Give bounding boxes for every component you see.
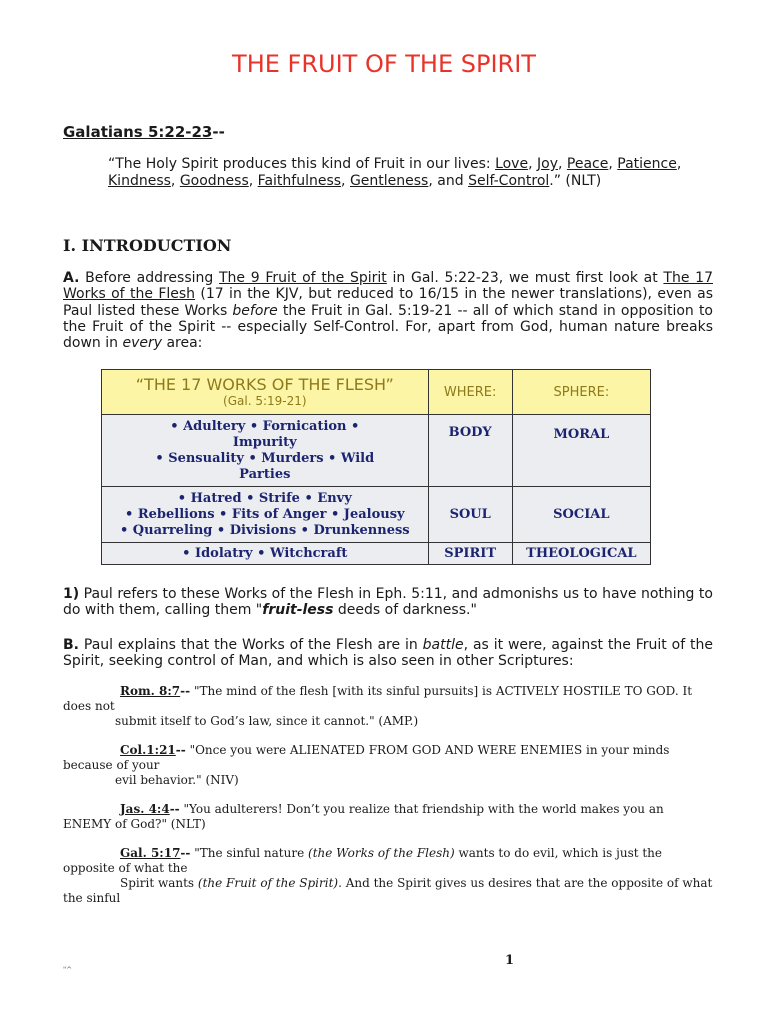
emphasis: fruit-less bbox=[262, 602, 334, 619]
scripture-ref: Gal. 5:17 bbox=[120, 846, 181, 860]
emphasis: every bbox=[122, 335, 163, 352]
scripture-ref: Rom. 8:7 bbox=[120, 684, 181, 698]
paragraph-a-label: A. bbox=[63, 270, 80, 286]
fruit-gentleness: Gentleness bbox=[349, 173, 429, 189]
text-span: in Gal. 5:22-23, we must first look at bbox=[386, 270, 664, 286]
scripture-quote: Col.1:21-- "Once you were ALIENATED FROM GOD AND WERE ENEMIES in your minds because of your evil behavior." (NIV) bbox=[63, 743, 670, 787]
table-title: “THE 17 WORKS OF THE FLESH” bbox=[135, 375, 394, 394]
text-span: (17 in the KJV, but reduced to 16/15 in the newer translations), even as Paul listed these Works bbox=[63, 286, 713, 319]
scripture-text: . And the Spirit gives us desires that are the opposite of what the sinful bbox=[63, 876, 713, 905]
table-row bbox=[102, 487, 651, 543]
scripture-text: "Once you were ALIENATED FROM GOD AND WERE ENEMIES in your minds because of your bbox=[63, 743, 670, 772]
sphere-cell: SOCIAL bbox=[512, 487, 650, 543]
text-span: area: bbox=[162, 335, 203, 352]
scripture-text: Spirit wants bbox=[120, 876, 198, 890]
scripture-text: wants to do evil, which is just the opposite of what the bbox=[63, 846, 663, 875]
fruit-kindness: Kindness bbox=[108, 173, 171, 189]
table-row bbox=[102, 415, 651, 487]
text-span: Paul refers to these Works of the Flesh in Eph. 5:11, and admonishs us to have nothing to do with them, calling them " bbox=[63, 586, 713, 619]
paragraph-b bbox=[63, 637, 713, 670]
scripture-ref: Col.1:21 bbox=[120, 743, 176, 757]
galatians-quote: “The Holy Spirit produces this kind of Fruit in our lives: Love, Joy, Peace, Patience, Kindness, Goodness, Faithfulness, Gentleness, and Self-Control.” (NLT) bbox=[108, 156, 682, 189]
fruit-goodness: Goodness bbox=[179, 173, 249, 189]
page-title: THE FRUIT OF THE SPIRIT bbox=[232, 50, 536, 78]
emphasis: (the Fruit of the Spirit) bbox=[197, 876, 339, 890]
paragraph-b-label: B. bbox=[63, 637, 79, 653]
scripture-heading bbox=[63, 123, 225, 141]
scripture-text: "You adulterers! Don’t you realize that friendship with the world makes you an ENEMY of God?" (NLT) bbox=[63, 802, 664, 831]
sphere-cell: MORAL bbox=[512, 415, 650, 487]
works-of-flesh-ref: The 17 Works of the Flesh bbox=[63, 270, 713, 303]
table-header-row bbox=[102, 370, 651, 415]
scripture-quote: Rom. 8:7-- "The mind of the flesh [with its sinful pursuits] is ACTIVELY HOSTILE TO GOD. It does not submit itself to God’s law, since it cannot." (AMP.) bbox=[63, 684, 693, 728]
point-1-label: 1) bbox=[63, 586, 80, 602]
fruit-self-control: Self-Control bbox=[468, 173, 550, 189]
footer-mark: "^ bbox=[63, 966, 73, 974]
quote-open: “The Holy Spirit produces this kind of Fruit in our lives: bbox=[108, 156, 496, 172]
scripture-quote: Jas. 4:4-- "You adulterers! Don’t you realize that friendship with the world makes you an ENEMY of God?" (NLT) bbox=[63, 802, 664, 831]
works-line: • Sensuality • Murders • Wild Parties bbox=[155, 450, 375, 482]
quote-close: .” (NLT) bbox=[549, 173, 602, 189]
fruit-patience: Patience bbox=[617, 156, 677, 172]
point-1 bbox=[63, 586, 713, 619]
emphasis: (the Works of the Flesh) bbox=[308, 846, 455, 860]
scripture-text: "The mind of the flesh [with its sinful pursuits] is ACTIVELY HOSTILE TO GOD. It does not bbox=[63, 684, 693, 713]
column-header-sphere: SPHERE: bbox=[512, 370, 650, 415]
table-subtitle: (Gal. 5:19-21) bbox=[223, 394, 307, 408]
section-heading-introduction: I. INTRODUCTION bbox=[63, 236, 232, 255]
scripture-heading-ref: Galatians 5:22-23 bbox=[63, 123, 213, 141]
column-header-where: WHERE: bbox=[428, 370, 512, 415]
page-number: 1 bbox=[505, 953, 515, 968]
works-cell-soul bbox=[102, 487, 429, 543]
scripture-heading-dashes: -- bbox=[212, 123, 225, 141]
works-cell-spirit bbox=[102, 543, 429, 565]
scripture-ref: Jas. 4:4 bbox=[120, 802, 170, 816]
fruit-love: Love bbox=[495, 156, 529, 172]
emphasis: battle bbox=[422, 637, 464, 653]
works-of-flesh-table bbox=[101, 369, 651, 565]
text-span: deeds of darkness." bbox=[333, 602, 477, 619]
works-line: • Quarreling • Divisions • Drunkenness bbox=[119, 522, 410, 538]
fruit-joy: Joy bbox=[537, 156, 558, 172]
scripture-quote: Gal. 5:17-- "The sinful nature (the Works of the Flesh) wants to do evil, which is just the opposite of what the Spirit wants (the Fruit of the Spirit). And the Spirit gives us desires that are the opposite of what the sinful bbox=[63, 846, 713, 905]
text-span: Before addressing bbox=[79, 270, 219, 286]
scripture-text: "The sinful nature bbox=[190, 846, 309, 860]
works-line: • Idolatry • Witchcraft bbox=[182, 545, 348, 561]
where-cell: SPIRIT bbox=[428, 543, 512, 565]
works-line: • Hatred • Strife • Envy bbox=[177, 490, 352, 506]
text-span: , as it were, against the Fruit of the Spirit, seeking control of Man, and which is also seen in other Scriptures: bbox=[63, 637, 714, 670]
works-cell-body bbox=[102, 415, 429, 487]
scripture-text: submit itself to God’s law, since it cannot." (AMP.) bbox=[115, 714, 419, 728]
table-row bbox=[102, 543, 651, 565]
works-line: • Adultery • Fornication • Impurity bbox=[170, 418, 360, 450]
paragraph-a bbox=[63, 270, 713, 351]
fruit-peace: Peace bbox=[566, 156, 609, 172]
quote-and: and bbox=[437, 173, 469, 189]
works-line: • Rebellions • Fits of Anger • Jealousy bbox=[125, 506, 405, 522]
scripture-text: evil behavior." (NIV) bbox=[115, 773, 239, 787]
text-span: Paul explains that the Works of the Flesh are in bbox=[79, 637, 423, 653]
text-span: the Fruit in Gal. 5:19-21 -- all of which stand in opposition to the Fruit of the Spirit -- especially Self-Control. For, apart from God, human nature breaks down in bbox=[63, 302, 713, 352]
fruit-faithfulness: Faithfulness bbox=[257, 173, 342, 189]
emphasis: before bbox=[232, 302, 278, 319]
table-header-title-cell bbox=[102, 370, 429, 415]
where-cell: BODY bbox=[428, 415, 512, 487]
sphere-cell: THEOLOGICAL bbox=[512, 543, 650, 565]
fruit-of-spirit-ref: The 9 Fruit of the Spirit bbox=[218, 270, 387, 286]
where-cell: SOUL bbox=[428, 487, 512, 543]
